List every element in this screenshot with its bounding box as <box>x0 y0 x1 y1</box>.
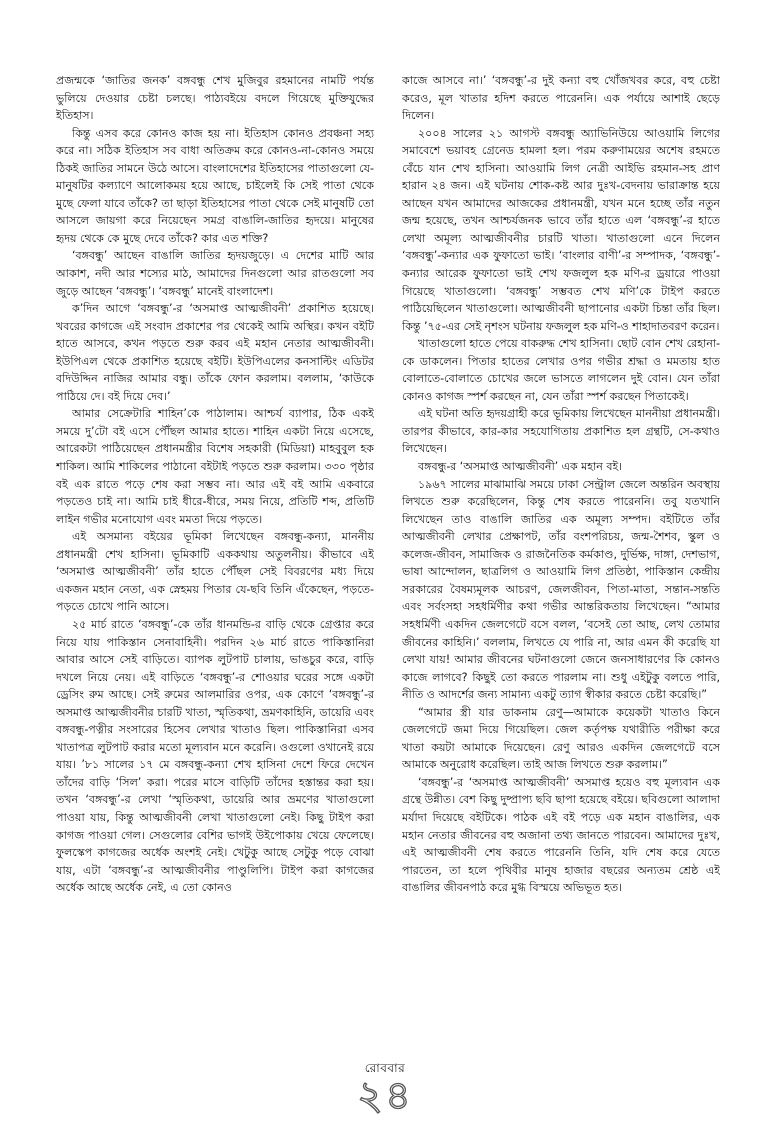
paragraph: আমার সেক্রেটারি শাহিন’কে পাঠালাম। আশ্চর্য ব্যাপার, ঠিক একই সময়ে দু’টো বই এসে পৌঁছল আমার হাতে। শাহিন একটা নিয়ে এসেছে, আরেকটা পাঠিয়েছেন প্রধানমন্ত্রীর বিশেষ সহকারী (মিডিয়া) মাহবুবুল হক শাকিল। আমি শাকিলের পাঠানো বইটাই পড়তে শুরু করলাম। ৩৩০ পৃষ্ঠার বই এক রাতে পড়ে শেষ করা সম্ভব না। আর এই বই আমি একবারে পড়তেও চাই না। আমি চাই ধীরে-ধীরে, সময় নিয়ে, প্রতিটি শব্দ, প্রতিটি লাইন গভীর মনোযোগ এবং মমতা দিয়ে পড়তে। <box>56 407 374 526</box>
paragraph: খাতাগুলো হাতে পেয়ে বাকরুদ্ধ শেখ হাসিনা। ছোট বোন শেখ রেহানা-কে ডাকলেন। পিতার হাতের লেখার ওপর গভীর শ্রদ্ধা ও মমতায় হাত বোলাতে-বোলাতে চোখের জলে ভাসতে লাগলেন দুই বোন। যেন তাঁরা কোনও কাগজ স্পর্শ করছেন না, যেন তাঁরা স্পর্শ করছেন পিতাকেই। <box>402 337 720 403</box>
paragraph: ২০০৪ সালের ২১ আগস্ট বঙ্গবন্ধু অ্যাভিনিউয়ে আওয়ামি লিগের সমাবেশে ভয়াবহ গ্রেনেড হামলা হল। পরম করুণাময়ের অশেষ রহমতে বেঁচে যান শেখ হাসিনা। আওয়ামি লিগ নেত্রী আইভি রহমান-সহ প্রাণ হারান ২৪ জন। এই ঘটনায় শোক-কষ্ট আর দুঃখ-বেদনায় ভারাক্রান্ত হয়ে আছেন যখন আমাদের আজকের প্রধানমন্ত্রী, যখন মনে হচ্ছে তাঁর নতুন জন্ম হয়েছে, তখন আশ্চর্যজনক ভাবে তাঁর হাতে এল ‘বঙ্গবন্ধু’-র হাতে লেখা অমূল্য আত্মজীবনীর চারটি খাতা। খাতাগুলো এনে দিলেন ‘বঙ্গবন্ধু’-কন্যার এক ফুফাতো ভাই। ‘বাংলার বাণী’-র সম্পাদক, ‘বঙ্গবন্ধু’-কন্যার আরেক ফুফাতো ভাই শেখ ফজলুল হক মণি-র ড্রয়ারে পাওয়া গিয়েছে খাতাগুলো। ‘বঙ্গবন্ধু’ সম্ভবত শেখ মণি’কে টাইপ করতে পাঠিয়েছিলেন খাতাগুলো। আত্মজীবনী ছাপানোর একটা চিন্তা তাঁর ছিল। কিন্তু ’৭৫-এর সেই নৃশংস ঘটনায় ফজলুল হক মণি-ও শাহাদাতবরণ করেন। <box>402 126 720 333</box>
right-column <box>402 72 720 1032</box>
magazine-name: রোববার <box>364 1061 406 1075</box>
page-number: ২৪ <box>357 1073 413 1119</box>
article-body <box>56 72 720 1032</box>
left-column <box>56 72 374 1032</box>
paragraph: কাজে আসবে না।’ ‘বঙ্গবন্ধু’-র দুই কন্যা বহু খোঁজখবর করে, বহু চেষ্টা করেও, মূল খাতার হদিশ করতে পারেননি। এক পর্যায়ে আশাই ছেড়ে দিলেন। <box>402 74 720 123</box>
paragraph: বঙ্গবন্ধু-র ‘অসমাপ্ত আত্মজীবনী’ এক মহান বই। <box>418 460 623 474</box>
paragraph: এই ঘটনা অতি হৃদয়গ্রাহী করে ভূমিকায় লিখেছেন মাননীয়া প্রধানমন্ত্রী। তারপর কীভাবে, কার-কার সহযোগিতায় প্রকাশিত হল গ্রন্থটি, সে-কথাও লিখেছেন। <box>402 407 720 456</box>
paragraph: ‘বঙ্গবন্ধু’-র ‘অসমাপ্ত আত্মজীবনী’ অসমাপ্ত হয়েও বহু মূল্যবান এক গ্রন্থে উন্নীত। বেশ কিছু দুষ্প্রাপ্য ছবি ছাপা হয়েছে বইয়ে। ছবিগুলো আলাদা মর্যাদা দিয়েছে বইটিকে। পাঠক এই বই পড়ে এক মহান বাঙালির, এক মহান নেতার জীবনের বহু অজানা তথ্য জানতে পারবেন। আমাদের দুঃখ, এই আত্মজীবনী শেষ করতে পারেননি তিনি, যদি শেষ করে যেতে পারতেন, তা হলে পৃথিবীর মানুষ হাজার বছরের অন্যতম শ্রেষ্ঠ এই বাঙালির জীবনপাঠ করে মুগ্ধ বিস্ময়ে অভিভূত হত। <box>402 775 720 895</box>
paragraph: প্রজন্মকে ‘জাতির জনক’ বঙ্গবন্ধু শেখ মুজিবুর রহমানের নামটি পর্যন্ত ভুলিয়ে দেওয়ার চেষ্টা চলছে। পাঠ্যবইয়ে বদলে গিয়েছে মুক্তিযুদ্ধের ইতিহাস। <box>56 74 374 123</box>
paragraph: ২৫ মার্চ রাতে ‘বঙ্গবন্ধু’-কে তাঁর ধানমন্ডি-র বাড়ি থেকে গ্রেপ্তার করে নিয়ে যায় পাকিস্তান সেনাবাহিনী। পরদিন ২৬ মার্চ রাতে পাকিস্তানিরা আবার আসে সেই বাড়িতে। ব্যাপক লুটপাট চালায়, ভাঙচুর করে, বাড়ি দখলে নিয়ে নেয়। এই বাড়িতে ‘বঙ্গবন্ধু’-র শোওয়ার ঘরের সঙ্গে একটা ড্রেসিং রুম আছে। সেই রুমের আলমারির ওপর, এক কোণে ‘বঙ্গবন্ধু’-র অসমাপ্ত আত্মজীবনীর চারটি খাতা, স্মৃতিকথা, ভ্রমণকাহিনি, ডায়েরি এবং বঙ্গবন্ধু-পত্নীর সংসারের হিসেব লেখার খাতাও ছিল। পাকিস্তানিরা এসব খাতাপত্র লুটপাট করার মতো মূল্যবান মনে করেনি। ওগুলো ওখানেই রয়ে যায়। ’৮১ সালের ১৭ মে বঙ্গবন্ধু-কন্যা শেখ হাসিনা দেশে ফিরে দেখেন তাঁদের বাড়ি ‘সিল’ করা। পরের মাসে বাড়িটি তাঁদের হস্তান্তর করা হয়। তখন ‘বঙ্গবন্ধু’-র লেখা ‘স্মৃতিকথা, ডায়েরি আর ভ্রমণের খাতাগুলো পাওয়া যায়, কিন্তু আত্মজীবনী লেখা খাতাগুলো নেই। কিছু টাইপ করা কাগজ পাওয়া গেল। সেগুলোর বেশির ভাগই উইপোকায় খেয়ে ফেলেছে। ফুলস্কেপ কাগজের অর্ধেক অংশই নেই। খেটুকু আছে সেটুকু পড়ে বোঝা যায়, এটা ‘বঙ্গবন্ধু’-র আত্মজীবনীর পাণ্ডুলিপি। টাইপ করা কাগজের অর্ধেক আছে অর্ধেক নেই, এ তো কোনও <box>56 617 374 895</box>
paragraph: ক’দিন আগে ‘বঙ্গবন্ধু’-র ‘অসমাপ্ত আত্মজীবনী’ প্রকাশিত হয়েছে। খবরের কাগজে এই সংবাদ প্রকাশের পর থেকেই আমি অস্থির। কখন বইটি হাতে আসবে, কখন পড়তে শুরু করব এই মহান নেতার আত্মজীবনী। ইউপিএল থেকে প্রকাশিত হয়েছে বইটি। ইউপিএলের কনসাল্টিং এডিটর বদিউদ্দিন নাজির আমার বন্ধু। তাঁকে ফোন করলাম। বললাম, ‘কাউকে পাঠিয়ে দে। বই দিয়ে দেব।’ <box>56 302 374 403</box>
paragraph: “আমার স্ত্রী যার ডাকনাম রেণু—আমাকে কয়েকটা খাতাও কিনে জেলগেটে জমা দিয়ে গিয়েছিল। জেল কর্তৃপক্ষ যথারীতি পরীক্ষা করে খাতা কয়টা আমাকে দিয়েছেন। রেণু আরও একদিন জেলগেটে বসে আমাকে অনুরোধ করেছিল। তাই আজ লিখতে শুরু করলাম।” <box>402 705 720 772</box>
paragraph: ১৯৬৭ সালের মাঝামাঝি সময়ে ঢাকা সেন্ট্রাল জেলে অন্তরিন অবস্থায় লিখতে শুরু করেছিলেন, কিন্তু শেষ করতে পারেননি। তবু যতখানি লিখেছেন তাও বাঙালি জাতির এক অমূল্য সম্পদ। বইটিতে তাঁর আত্মজীবনী লেখার প্রেক্ষাপট, তাঁর বংশপরিচয়, জন্ম-শৈশব, স্কুল ও কলেজ-জীবন, সামাজিক ও রাজনৈতিক কর্মকাণ্ড, দুর্ভিক্ষ, দাঙ্গা, দেশভাগ, ভাষা আন্দোলন, ছাত্রলিগ ও আওয়ামি লিগ প্রতিষ্ঠা, পাকিস্তান কেন্দ্রীয় সরকারের বৈষম্যমূলক আচরণ, জেলজীবন, পিতা-মাতা, সন্তান-সন্ততি এবং সর্বংসহা সহধর্মিণীর কথা গভীর আন্তরিকতায় লিখেছেন। “আমার সহধর্মিণী একদিন জেলগেটে বসে বলল, ‘বসেই তো আছ, লেখ তোমার জীবনের কাহিনি।’ বললাম, লিখতে যে পারি না, আর এমন কী করেছি যা লেখা যায়! আমার জীবনের ঘটনাগুলো জেনে জনসাধারণের কি কোনও কাজে লাগবে? কিছুই তো করতে পারলাম না। শুধু এইটুকু বলতে পারি, নীতি ও আদর্শের জন্য সামান্য একটু ত্যাগ স্বীকার করতে চেষ্টা করেছি।” <box>402 477 720 702</box>
paragraph: ‘বঙ্গবন্ধু’ আছেন বাঙালি জাতির হৃদয়জুড়ে। এ দেশের মাটি আর আকাশ, নদী আর শস্যের মাঠ, আমাদের দিনগুলো আর রাতগুলো সব জুড়ে আছেন ‘বঙ্গবন্ধু’। ‘বঙ্গবন্ধু’ মানেই বাংলাদেশ। <box>56 249 374 298</box>
paragraph: এই অসমান্য বইয়ের ভূমিকা লিখেছেন বঙ্গবন্ধু-কন্যা, মাননীয় প্রধানমন্ত্রী শেখ হাসিনা। ভূমিকাটি এককথায় অতুলনীয়। কীভাবে এই ‘অসমাপ্ত আত্মজীবনী’ তাঁর হাতে পৌঁছল সেই বিবরণের মধ্য দিয়ে একজন মহান নেতা, এক স্নেহময় পিতার যে-ছবি তিনি এঁকেছেন, পড়তে-পড়তে চোখে পানি আসে। <box>56 530 374 614</box>
paragraph: কিন্তু এসব করে কোনও কাজ হয় না। ইতিহাস কোনও প্রবঞ্চনা সহ্য করে না। সঠিক ইতিহাস সব বাধা অতিক্রম করে কোনও-না-কোনও সময়ে ঠিকই জাতির সামনে উঠে আসে। বাংলাদেশের ইতিহাসের পাতাগুলো যে-মানুষটির কল্যাণে আলোকময় হয়ে আছে, চাইলেই কি সেই পাতা থেকে মুছে ফেলা যাবে তাঁকে? তা ছাড়া ইতিহাসের পাতা থেকে সেই মানুষটি তো আসলে জায়গা করে নিয়েছেন সমগ্র বাঙালি-জাতির হৃদয়ে। মানুষের হৃদয় থেকে কে মুছে দেবে তাঁকে? কার এত শক্তি? <box>56 126 374 245</box>
